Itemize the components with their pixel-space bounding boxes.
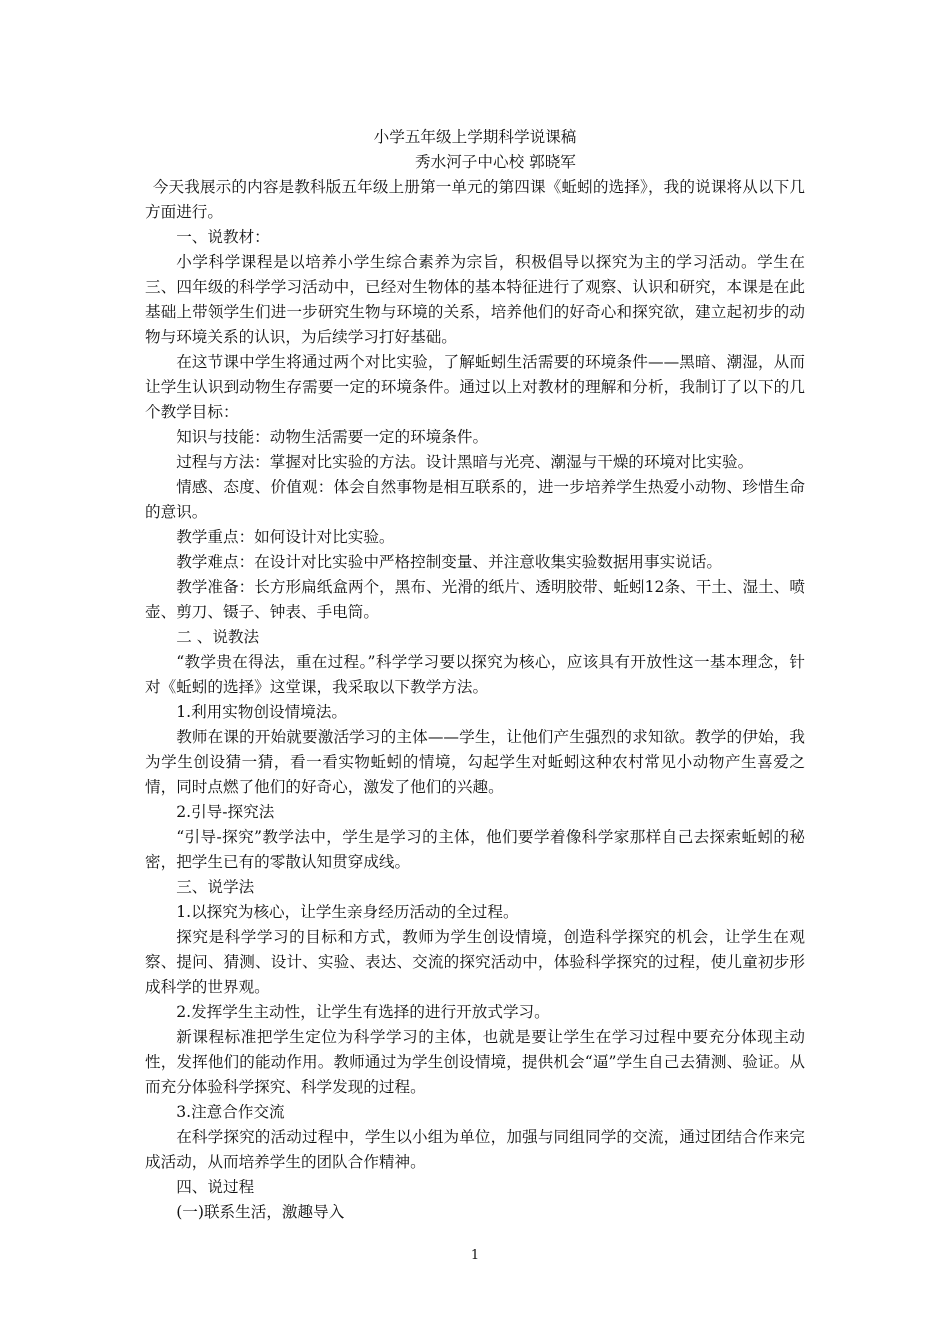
document-author: 秀水河子中心校 郭晓军 [415, 153, 576, 171]
paragraph: 教学难点：在设计对比实验中严格控制变量、并注意收集实验数据用事实说话。 [176, 553, 722, 571]
paragraph: 情感、态度、价值观：体会自然事物是相互联系的，进一步培养学生热爱小动物、珍惜生命的意识。 [145, 478, 805, 521]
paragraph: 教学准备：长方形扁纸盒两个，黑布、光滑的纸片、透明胶带、蚯蚓12条、干土、湿土、喷壶、剪刀、镊子、钟表、手电筒。 [145, 578, 805, 621]
document-title: 小学五年级上学期科学说课稿 [373, 128, 577, 146]
paragraph: 1.以探究为核心，让学生亲身经历活动的全过程。 [176, 903, 519, 921]
paragraph: 在科学探究的活动过程中，学生以小组为单位，加强与同组同学的交流，通过团结合作来完成活动，从而培养学生的团队合作精神。 [145, 1128, 805, 1171]
paragraph: “教学贵在得法，重在过程。”科学学习要以探究为核心，应该具有开放性这一基本理念，针对《蚯蚓的选择》这堂课，我采取以下教学方法。 [145, 653, 805, 696]
paragraph: 2.引导-探究法 [176, 803, 275, 821]
paragraph: (一)联系生活，激趣导入 [176, 1203, 345, 1221]
paragraph: 教师在课的开始就要激活学习的主体——学生，让他们产生强烈的求知欲。教学的伊始，我为学生创设猜一猜，看一看实物蚯蚓的情境，勾起学生对蚯蚓这种农村常见小动物产生喜爱之情，同时点燃了他们的好奇心，激发了他们的兴趣。 [145, 728, 805, 796]
paragraph: 知识与技能：动物生活需要一定的环境条件。 [176, 428, 489, 446]
paragraph: 二 、说教法 [176, 628, 260, 646]
paragraph: 2.发挥学生主动性，让学生有选择的进行开放式学习。 [176, 1003, 550, 1021]
paragraph: 探究是科学学习的目标和方式，教师为学生创设情境，创造科学探究的机会，让学生在观察、提问、猜测、设计、实验、表达、交流的探究活动中，体验科学探究的过程，使儿童初步形成科学的世界观。 [145, 928, 805, 996]
paragraph: 3.注意合作交流 [176, 1103, 285, 1121]
paragraph-list [145, 175, 805, 1225]
paragraph: 在这节课中学生将通过两个对比实验，了解蚯蚓生活需要的环境条件——黑暗、潮湿，从而让学生认识到动物生存需要一定的环境条件。通过以上对教材的理解和分析，我制订了以下的几个教学目标： [145, 353, 805, 421]
document-body [145, 125, 805, 1225]
paragraph: 1.利用实物创设情境法。 [176, 703, 348, 721]
paragraph: 过程与方法：掌握对比实验的方法。设计黑暗与光亮、潮湿与干燥的环境对比实验。 [176, 453, 754, 471]
paragraph: 教学重点：如何设计对比实验。 [176, 528, 395, 546]
paragraph: 一、说教材： [176, 228, 270, 246]
paragraph: 小学科学课程是以培养小学生综合素养为宗旨，积极倡导以探究为主的学习活动。学生在三、四年级的科学学习活动中，已经对生物体的基本特征进行了观察、认识和研究，本课是在此基础上带领学生们进一步研究生物与环境的关系，培养他们的好奇心和探究欲，建立起初步的动物与环境关系的认识，为后续学习打好基础。 [145, 253, 805, 346]
paragraph: 新课程标准把学生定位为科学学习的主体，也就是要让学生在学习过程中要充分体现主动性，发挥他们的能动作用。教师通过为学生创设情境，提供机会“逼”学生自己去猜测、验证。从而充分体验科学探究、科学发现的过程。 [145, 1028, 805, 1096]
paragraph: 三、说学法 [176, 878, 255, 896]
paragraph: 今天我展示的内容是教科版五年级上册第一单元的第四课《蚯蚓的选择》，我的说课将从以下几方面进行。 [145, 178, 805, 221]
paragraph: 四、说过程 [176, 1178, 255, 1196]
page-number: 1 [470, 1248, 480, 1263]
paragraph: “引导-探究”教学法中，学生是学习的主体，他们要学着像科学家那样自己去探索蚯蚓的秘密，把学生已有的零散认知贯穿成线。 [145, 828, 805, 871]
